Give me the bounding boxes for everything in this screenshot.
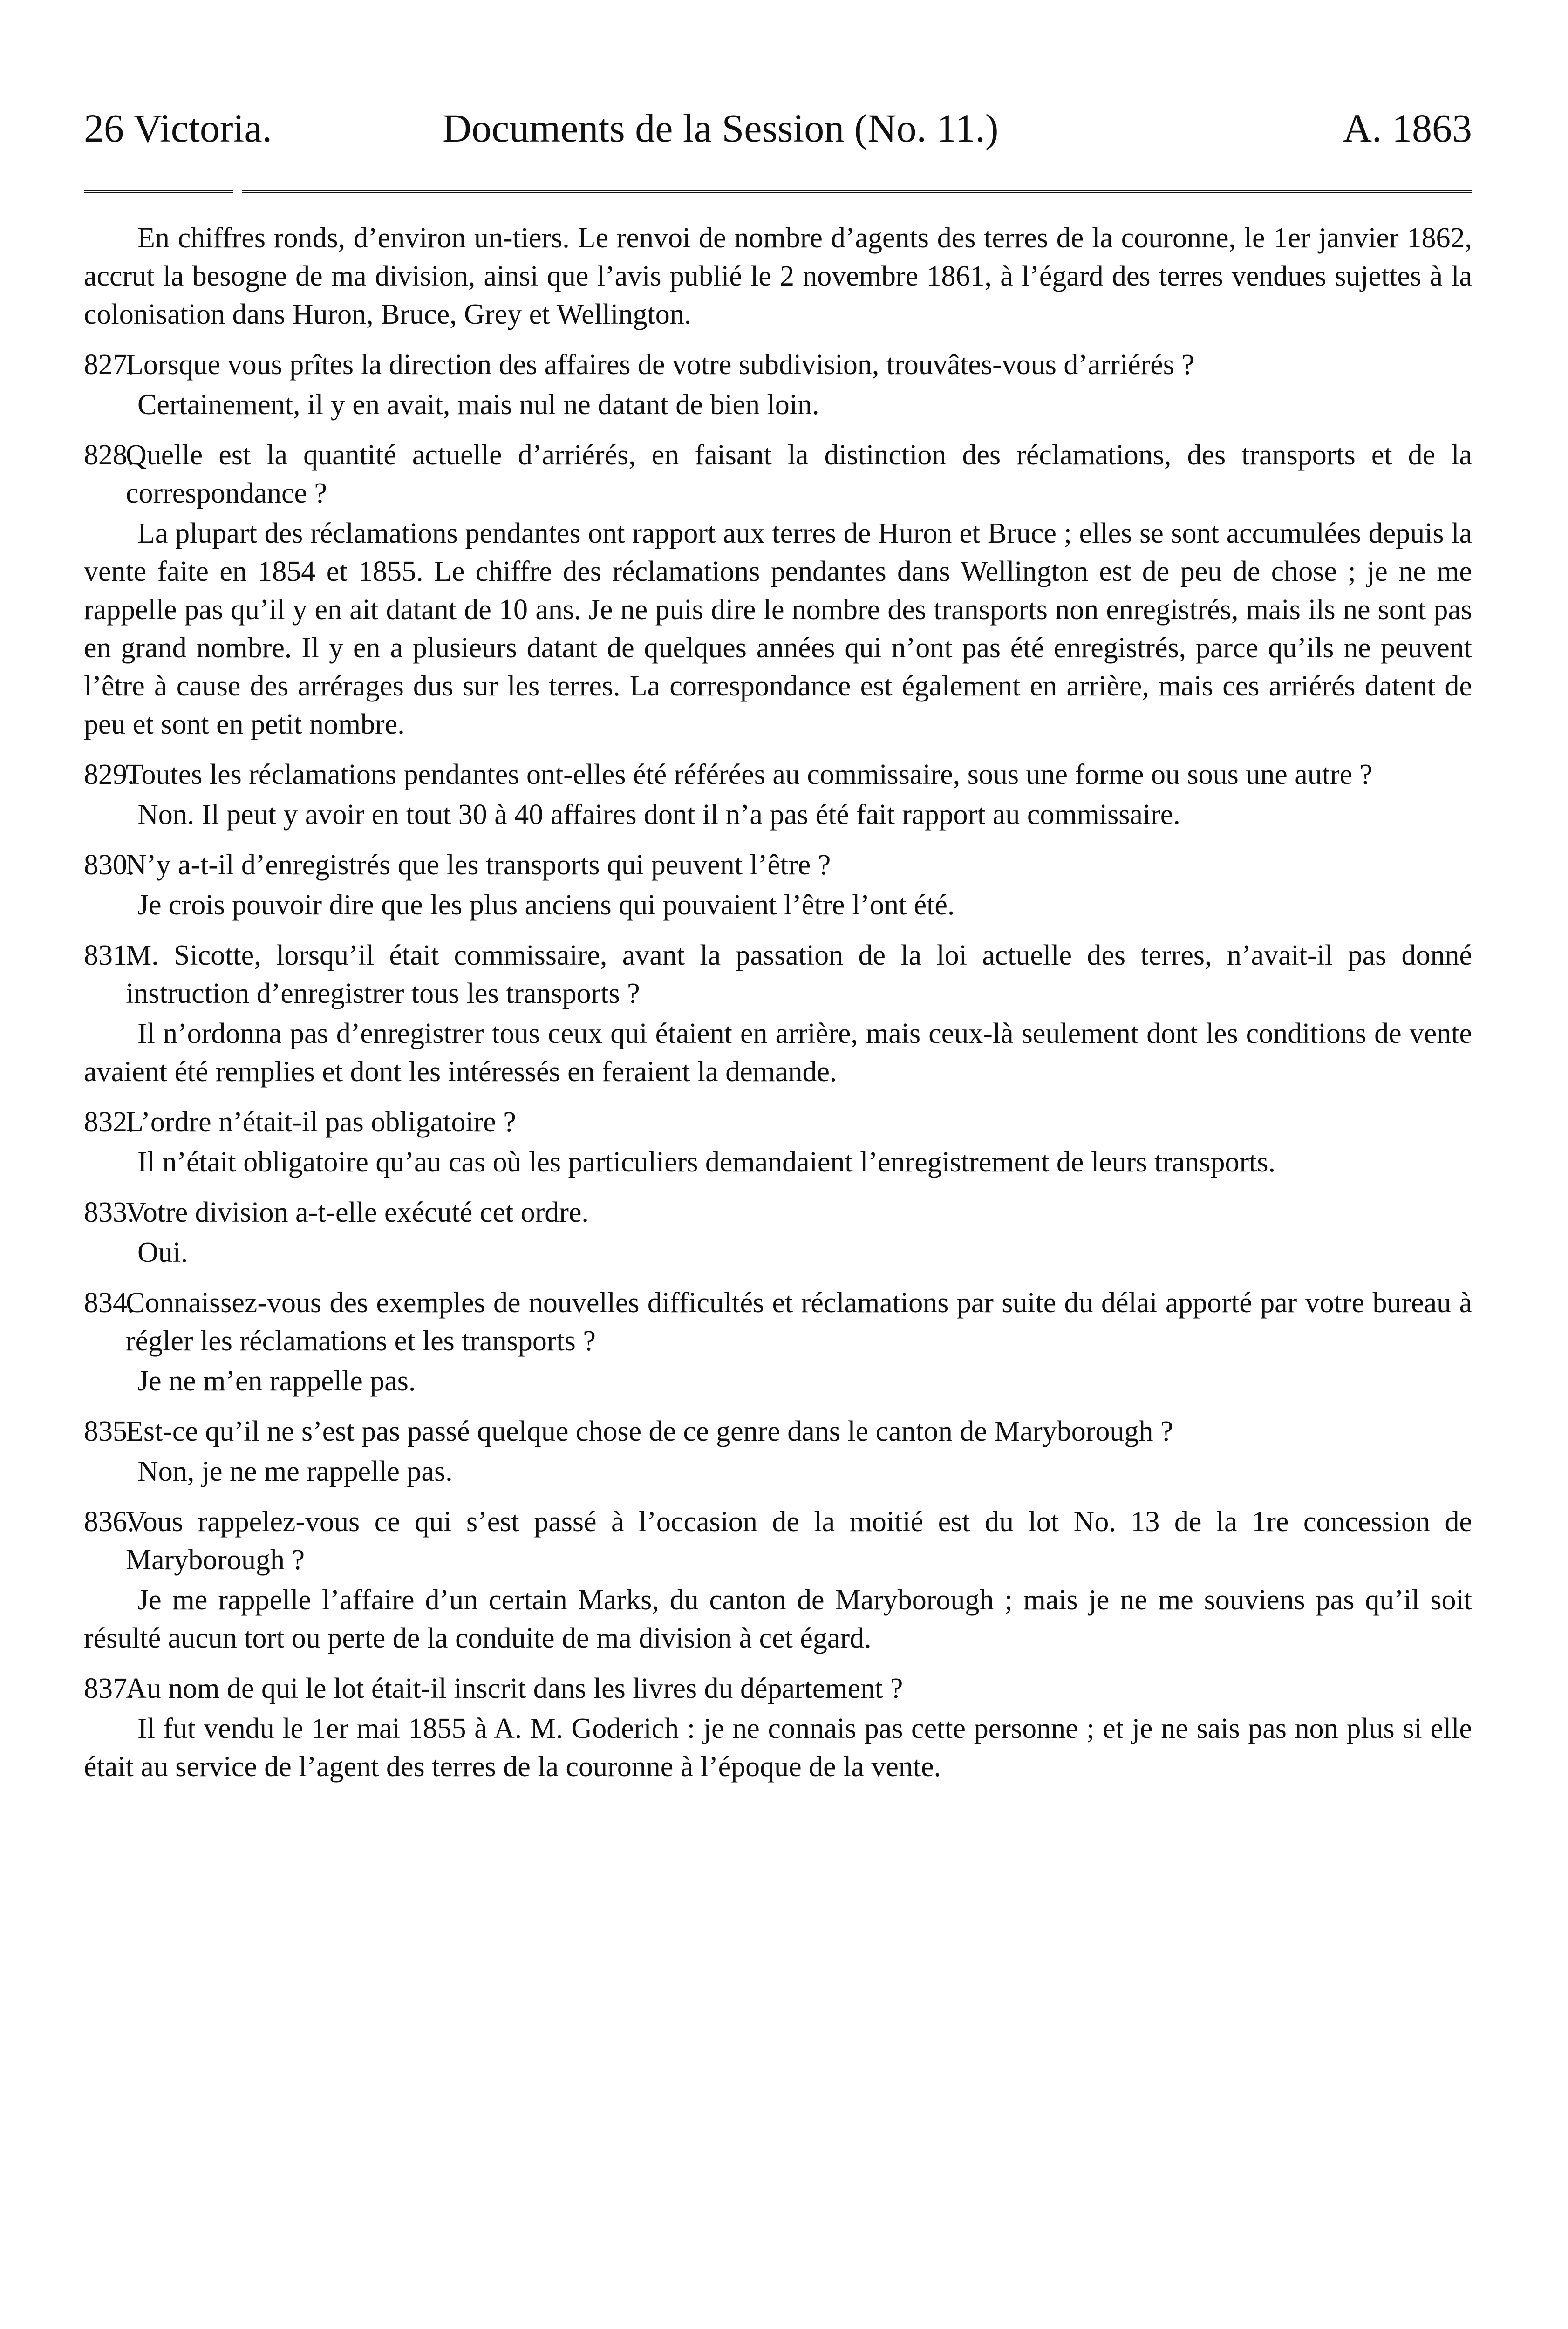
question-text: Lorsque vous prîtes la direction des affaires de votre subdivision, trouvâtes-vous d’arriérés ? [126,349,1194,381]
page-header [84,93,1472,163]
question-828 [84,436,1472,512]
question-number: 830. [84,849,135,881]
answer-833: Oui. [137,1237,188,1268]
question-835 [84,1412,1472,1451]
question-number: 831. [84,940,135,971]
answer-828: La plupart des réclamations pendantes ont rapport aux terres de Huron et Bruce ; elles se sont accumulées depuis la vente faite en 1854 et 1855. Le chiffre des réclamations pendantes dans Wellington est de peu de chose ; je ne me rappelle pas qu’il y en ait datant de 10 ans. Je ne puis dire le nombre des transports non enregistrés, mais ils ne sont pas en grand nombre. Il y en a plusieurs datant de quelques années qui n’ont pas été enregistrés, parce qu’ils ne peuvent l’être à cause des arrérages dus sur les terres. La correspondance est également en arrière, mais ces arriérés datent de peu et sont en petit nombre. [84,518,1472,740]
question-number: 827. [84,349,135,381]
document-body [84,219,1472,1790]
question-text: Votre division a-t-elle exécuté cet ordre. [126,1197,589,1228]
answer-830: Je crois pouvoir dire que les plus anciens qui pouvaient l’être l’ont été. [137,889,955,921]
intro-paragraph: En chiffres ronds, d’environ un-tiers. Le renvoi de nombre d’agents des terres de la couronne, le 1er janvier 1862, accrut la besogne de ma division, ainsi que l’avis publié le 2 novembre 1861, à l’égard des terres vendues sujettes à la colonisation dans Huron, Bruce, Grey et Wellington. [84,222,1472,330]
question-number: 836. [84,1506,135,1538]
header-year: A. 1863 [1343,106,1472,150]
answer-829: Non. Il peut y avoir en tout 30 à 40 affaires dont il n’a pas été fait rapport au commissaire. [137,799,1180,831]
question-number: 834. [84,1287,135,1319]
question-837 [84,1669,1472,1708]
question-830 [84,846,1472,884]
question-number: 829. [84,759,135,790]
question-number: 832. [84,1106,135,1138]
question-text: Connaissez-vous des exemples de nouvelles difficultés et réclamations par suite du délai apporté par votre bureau à régler les réclamations et les transports ? [126,1287,1472,1357]
question-836 [84,1503,1472,1579]
question-number: 835. [84,1416,135,1447]
header-title: Documents de la Session (No. 11.) [443,106,999,150]
answer-834: Je ne m’en rappelle pas. [137,1365,416,1397]
question-number: 837. [84,1673,135,1704]
answer-837: Il fut vendu le 1er mai 1855 à A. M. Goderich : je ne connais pas cette personne ; et je ne sais pas non plus si elle était au service de l’agent des terres de la couronne à l’époque de la vente. [84,1713,1472,1783]
header-volume: 26 Victoria. [84,106,273,150]
question-text: Vous rappelez-vous ce qui s’est passé à l’occasion de la moitié est du lot No. 13 de la 1re concession de Maryborough ? [126,1506,1472,1576]
question-number: 833. [84,1197,135,1228]
answer-831: Il n’ordonna pas d’enregistrer tous ceux qui étaient en arrière, mais ceux-là seulement dont les conditions de vente avaient été remplies et dont les intéressés en feraient la demande. [84,1018,1472,1088]
question-text: L’ordre n’était-il pas obligatoire ? [126,1106,516,1138]
question-text: N’y a-t-il d’enregistrés que les transports qui peuvent l’être ? [126,849,831,881]
question-831 [84,936,1472,1013]
question-827 [84,346,1472,384]
question-832 [84,1103,1472,1141]
question-number: 828. [84,439,135,471]
header-rule-long [242,190,1472,193]
question-text: Quelle est la quantité actuelle d’arriérés, en faisant la distinction des réclamations, des transports et de la correspondance ? [126,439,1472,509]
question-833 [84,1193,1472,1232]
question-text: M. Sicotte, lorsqu’il était commissaire, avant la passation de la loi actuelle des terres, n’avait-il pas donné instruction d’enregistrer tous les transports ? [126,940,1472,1009]
answer-836: Je me rappelle l’affaire d’un certain Marks, du canton de Maryborough ; mais je ne me souviens pas qu’il soit résulté aucun tort ou perte de la conduite de ma division à cet égard. [84,1584,1472,1654]
question-text: Est-ce qu’il ne s’est pas passé quelque chose de ce genre dans le canton de Maryborough ? [126,1416,1173,1447]
question-829 [84,756,1472,794]
header-rule-short [84,190,233,193]
answer-832: Il n’était obligatoire qu’au cas où les particuliers demandaient l’enregistrement de leurs transports. [137,1146,1275,1178]
answer-827: Certainement, il y en avait, mais nul ne datant de bien loin. [137,389,819,421]
answer-835: Non, je ne me rappelle pas. [137,1456,453,1487]
question-text: Au nom de qui le lot était-il inscrit dans les livres du département ? [126,1673,903,1704]
question-834 [84,1284,1472,1360]
question-text: Toutes les réclamations pendantes ont-elles été référées au commissaire, sous une forme ou sous une autre ? [126,759,1373,790]
